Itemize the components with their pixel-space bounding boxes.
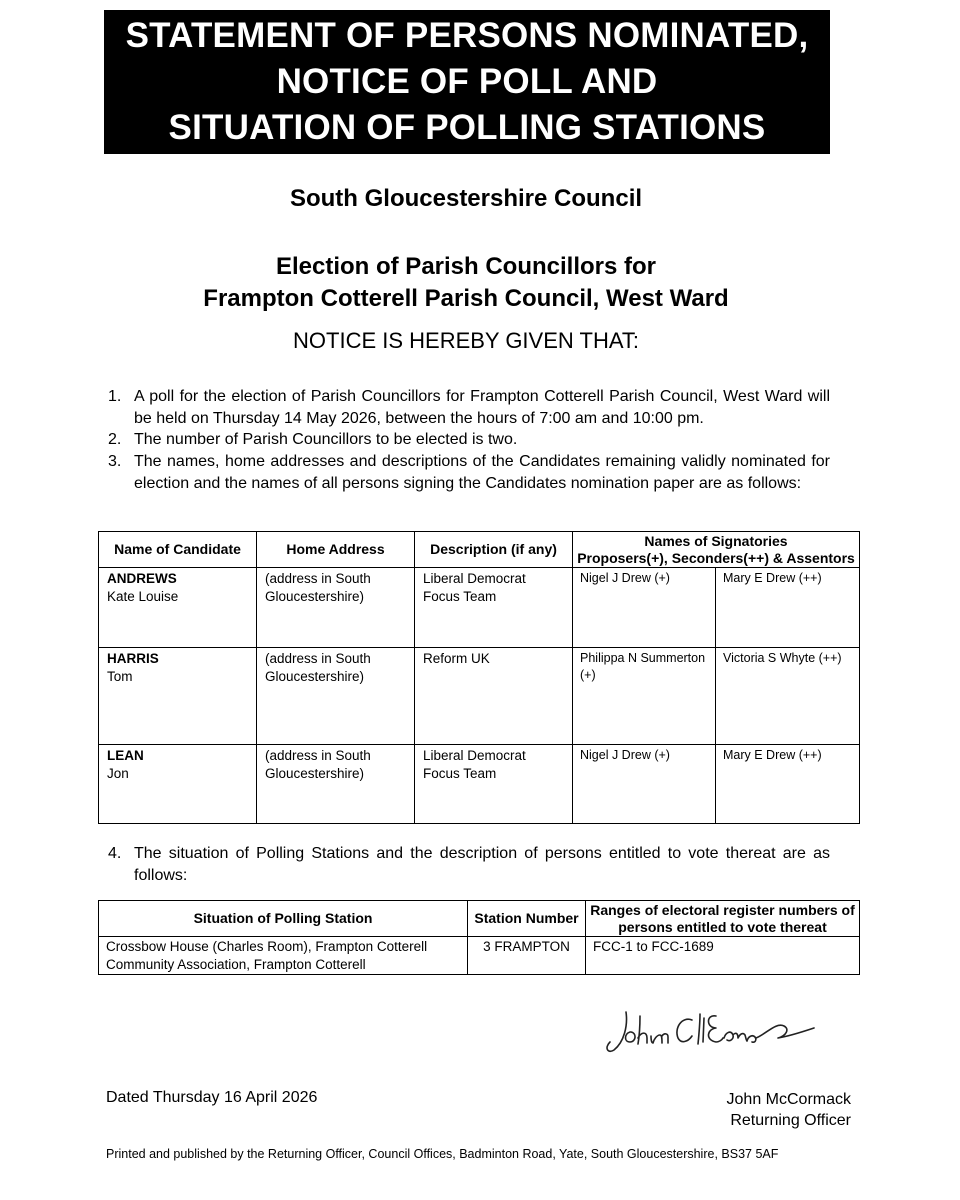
paragraph-number: 1.: [108, 388, 122, 405]
candidate-description: Liberal Democrat Focus Team: [415, 745, 573, 824]
candidates-table: [98, 531, 860, 824]
proposer: Nigel J Drew (+): [573, 568, 716, 648]
banner-line-2: NOTICE OF POLL AND: [276, 62, 658, 101]
returning-officer: [727, 1089, 851, 1131]
header-signatories-line-2: Proposers(+), Seconders(++) & Assentors: [577, 549, 855, 566]
header-home-address: Home Address: [257, 532, 415, 568]
table-header-row: [99, 532, 860, 568]
candidate-address: (address in South Gloucestershire): [257, 745, 415, 824]
header-name-of-candidate: Name of Candidate: [99, 532, 257, 568]
table-row: [99, 745, 860, 824]
banner-line-3: SITUATION OF POLLING STATIONS: [168, 108, 766, 147]
notice-heading: NOTICE IS HEREBY GIVEN THAT:: [293, 328, 639, 353]
seconder: Mary E Drew (++): [716, 568, 860, 648]
paragraph-number: 3.: [108, 453, 122, 470]
candidate-forenames: Tom: [107, 669, 133, 684]
paragraph-text: The names, home addresses and descriptions of the Candidates remaining validly nominated for election and the names of all persons signing the Candidates nomination paper are as follows:: [134, 453, 830, 492]
handwritten-signature: [596, 998, 818, 1062]
header-ranges: Ranges of electoral register numbers of persons entitled to vote thereat: [586, 901, 860, 937]
candidate-surname: LEAN: [107, 748, 144, 763]
header-signatories: [573, 532, 860, 568]
candidate-surname: HARRIS: [107, 651, 159, 666]
candidate-forenames: Jon: [107, 766, 129, 781]
dated-line: Dated Thursday 16 April 2026: [106, 1089, 318, 1106]
notice-title-banner: [104, 10, 830, 154]
paragraph-2: [108, 429, 830, 451]
candidate-name: [99, 745, 257, 824]
candidate-name: [99, 648, 257, 745]
table-row: [99, 937, 860, 975]
council-name: South Gloucestershire Council: [289, 185, 643, 212]
header-station-number: Station Number: [468, 901, 586, 937]
election-title-line-2: Frampton Cotterell Parish Council, West Ward: [203, 285, 729, 312]
paragraph-1: [108, 386, 830, 429]
officer-title: Returning Officer: [730, 1112, 851, 1129]
candidate-description: Reform UK: [415, 648, 573, 745]
polling-station-ranges: FCC-1 to FCC-1689: [586, 937, 860, 975]
polling-stations-table: [98, 900, 860, 975]
proposer: Nigel J Drew (+): [573, 745, 716, 824]
header-signatories-line-1: Names of Signatories: [644, 532, 788, 549]
paragraph-text: A poll for the election of Parish Councillors for Frampton Cotterell Parish Council, West Ward will be held on Thursday 14 May 2026, between the hours of 7:00 am and 10:00 pm.: [134, 388, 830, 427]
polling-station-number: 3 FRAMPTON: [468, 937, 586, 975]
paragraph-text: The situation of Polling Stations and the description of persons entitled to vote thereat are as follows:: [134, 845, 830, 884]
paragraph-text: The number of Parish Councillors to be elected is two.: [134, 431, 518, 448]
paragraph-number: 2.: [108, 431, 122, 448]
election-title-line-1: Election of Parish Councillors for: [275, 253, 657, 280]
header-situation: Situation of Polling Station: [99, 901, 468, 937]
candidate-surname: ANDREWS: [107, 571, 177, 586]
imprint-footer: Printed and published by the Returning Officer, Council Offices, Badminton Road, Yate, South Gloucestershire, BS37 5AF: [106, 1147, 779, 1161]
banner-line-1: STATEMENT OF PERSONS NOMINATED,: [125, 16, 809, 55]
seconder: Victoria S Whyte (++): [716, 648, 860, 745]
table-row: [99, 648, 860, 745]
table-row: [99, 568, 860, 648]
paragraph-number: 4.: [108, 845, 122, 862]
candidate-description: Liberal Democrat Focus Team: [415, 568, 573, 648]
paragraph-4: [108, 843, 830, 886]
header-description: Description (if any): [415, 532, 573, 568]
candidate-address: (address in South Gloucestershire): [257, 568, 415, 648]
polling-station-situation: Crossbow House (Charles Room), Frampton Cotterell Community Association, Frampton Cotterell: [99, 937, 468, 975]
candidate-forenames: Kate Louise: [107, 589, 179, 604]
seconder: Mary E Drew (++): [716, 745, 860, 824]
table-header-row: [99, 901, 860, 937]
candidate-address: (address in South Gloucestershire): [257, 648, 415, 745]
paragraph-3: [108, 451, 830, 494]
officer-name: John McCormack: [726, 1091, 851, 1108]
proposer: Philippa N Summerton (+): [573, 648, 716, 745]
election-title: [0, 251, 932, 315]
candidate-name: [99, 568, 257, 648]
